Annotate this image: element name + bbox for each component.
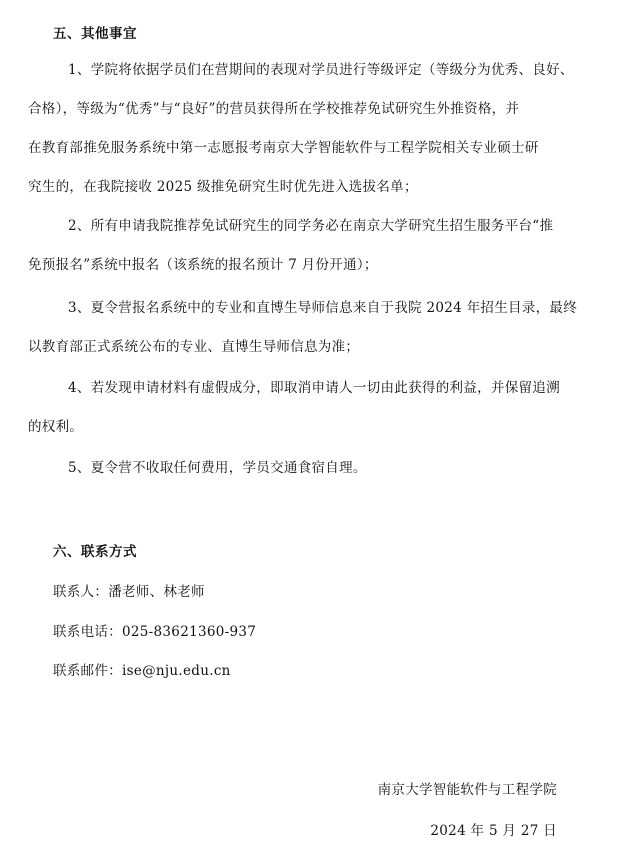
contact-person: 联系人：潘老师、林老师: [53, 584, 205, 600]
item-4-line-2: 的权利。: [28, 419, 84, 435]
signature-date: 2024 年 5 月 27 日: [430, 823, 557, 839]
item-1-line-1: 1、学院将依据学员们在营期间的表现对学员进行等级评定（等级分为优秀、良好、: [68, 62, 574, 78]
item-2-line-2: 免预报名”系统中报名（该系统的报名预计 7 月份开通）；: [28, 257, 378, 273]
section-5-item-4: [28, 369, 570, 447]
item-1-line-2: 合格），等级为“优秀”与“良好”的营员获得所在学校推荐免试研究生外推资格，并: [28, 101, 520, 117]
contact-phone: 联系电话：025-83621360-937: [53, 624, 257, 640]
section-5-item-1: [28, 51, 574, 207]
section-6-heading: 六、联系方式: [53, 544, 137, 560]
section-5-item-3: [28, 289, 578, 367]
contact-email: 联系邮件：ise@nju.edu.cn: [53, 663, 231, 679]
item-3-line-2: 以教育部正式系统公布的专业、直博生导师信息为准；: [28, 339, 360, 355]
section-5-item-2: [28, 207, 570, 285]
item-3-line-1: 3、夏令营报名系统中的专业和直博生导师信息来自于我院 2024 年招生目录，最终: [68, 300, 578, 316]
item-4-line-1: 4、若发现申请材料有虚假成分，即取消申请人一切由此获得的利益，并保留追溯: [68, 380, 560, 396]
item-5-line-1: 5、夏令营不收取任何费用，学员交通食宿自理。: [68, 460, 367, 476]
section-5-heading: 五、其他事宜: [53, 26, 137, 42]
item-1-line-3: 在教育部推免服务系统中第一志愿报考南京大学智能软件与工程学院相关专业硕士研: [28, 140, 539, 156]
item-2-line-1: 2、所有申请我院推荐免试研究生的同学务必在南京大学研究生招生服务平台“推: [68, 218, 554, 234]
item-1-line-4: 究生的，在我院接收 2025 级推免研究生时优先进入选拔名单；: [28, 179, 418, 195]
section-5-item-5: [52, 449, 570, 488]
signature-org: 南京大学智能软件与工程学院: [377, 782, 557, 798]
